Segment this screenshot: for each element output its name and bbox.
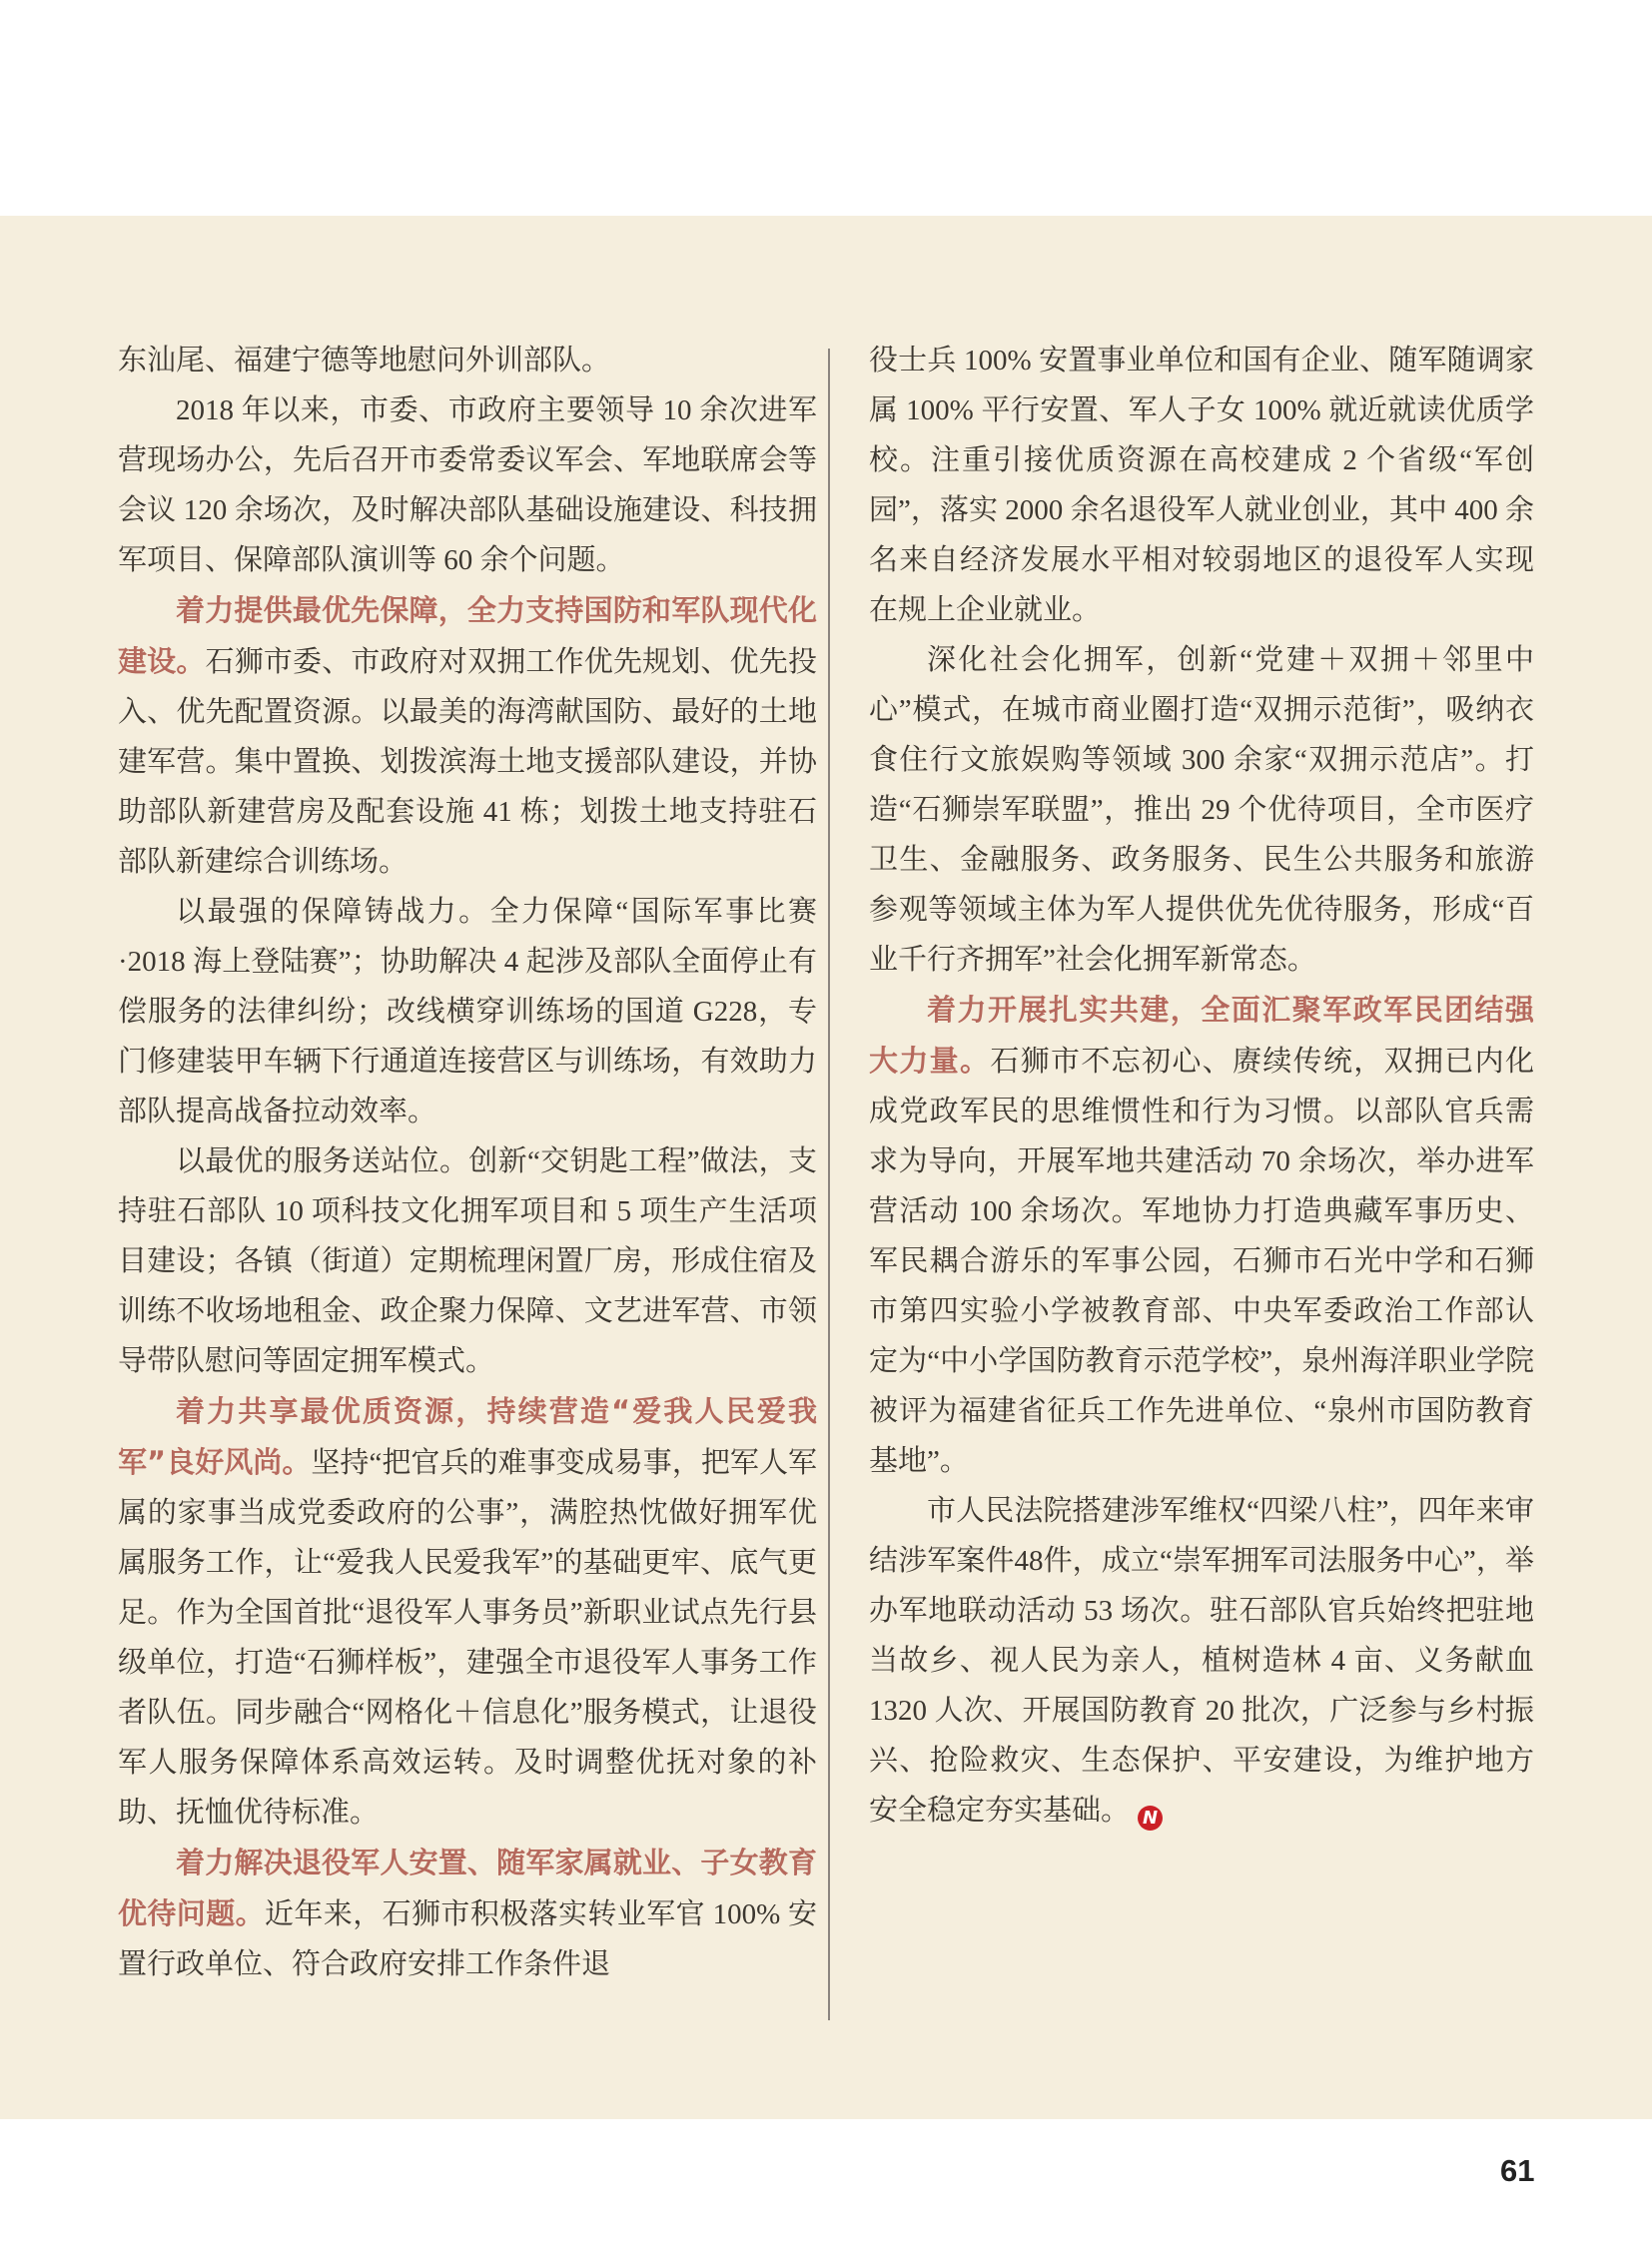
paragraph xyxy=(118,1838,817,1989)
paragraph xyxy=(118,887,817,1136)
paragraph-text: 以最优的服务送站位。创新“交钥匙工程”做法，支持驻石部队 10 项科技文化拥军项目和 5 项生产生活项目建设；各镇（街道）定期梳理闲置厂房，形成住宿及训练不收场地租金、政企聚力保障、文艺进军营、市领导带队慰问等固定拥军模式。 xyxy=(118,1145,817,1377)
paragraph-text: 近年来，石狮市积极落实转业军官 100% 安置行政单位、符合政府安排工作条件退 xyxy=(118,1898,817,1980)
paragraph-lead-red: 着力共享最优质资源，持续营造“爱我人民爱我军”良好风尚。 xyxy=(118,1394,817,1479)
paragraph-lead-red: 着力解决退役军人安置、随军家属就业、子女教育优待问题。 xyxy=(118,1846,817,1930)
left-column xyxy=(118,336,817,1989)
paragraph xyxy=(118,1136,817,1386)
paragraph xyxy=(118,1386,817,1838)
paragraph xyxy=(118,385,817,585)
paragraph-lead-red: 着力提供最优先保障，全力支持国防和军队现代化建设。 xyxy=(118,593,817,678)
paragraph xyxy=(869,336,1534,635)
paragraph xyxy=(118,585,817,887)
paragraph xyxy=(869,635,1534,985)
paragraph-text: 东汕尾、福建宁德等地慰问外训部队。 xyxy=(118,345,611,376)
paragraph-text: 坚持“把官兵的难事变成易事，把军人军属的家事当成党委政府的公事”，满腔热忱做好拥军优属服务工作，让“爱我人民爱我军”的基础更牢、底气更足。作为全国首批“退役军人事务员”新职业试点先行县级单位，打造“石狮样板”，建强全市退役军人事务工作者队伍。同步融合“网格化＋信息化”服务模式，让退役军人服务保障体系高效运转。及时调整优抚对象的补助、抚恤优待标准。 xyxy=(118,1447,817,1829)
paragraph-text: 市人民法院搭建涉军维权“四梁八柱”，四年来审结涉军案件48件，成立“崇军拥军司法服务中心”，举办军地联动活动 53 场次。驻石部队官兵始终把驻地当故乡、视人民为亲人，植树造林 4 亩、义务献血 1320 人次、开展国防教育 20 批次，广泛参与乡村振兴、抢险救灾、生态保护、平安建设，为维护地方安全稳定夯实基础。 xyxy=(869,1495,1534,1827)
paragraph-text: 石狮市不忘初心、赓续传统，双拥已内化成党政军民的思维惯性和行为习惯。以部队官兵需求为导向，开展军地共建活动 70 余场次，举办进军营活动 100 余场次。军地协力打造典藏军事历史、军民耦合游乐的军事公园，石狮市石光中学和石狮市第四实验小学被教育部、中央军委政治工作部认定为“中小学国防教育示范学校”，泉州海洋职业学院被评为福建省征兵工作先进单位、“泉州市国防教育基地”。 xyxy=(869,1046,1534,1477)
page-number: 61 xyxy=(1500,2153,1535,2188)
paragraph-text: 深化社会化拥军，创新“党建＋双拥＋邻里中心”模式，在城市商业圈打造“双拥示范街”，吸纳衣食住行文旅娱购等领域 300 余家“双拥示范店”。打造“石狮崇军联盟”，推出 29 个优待项目，全市医疗卫生、金融服务、政务服务、民生公共服务和旅游参观等领域主体为军人提供优先优待服务，形成“百业千行齐拥军”社会化拥军新常态。 xyxy=(869,644,1534,976)
paragraph xyxy=(869,1486,1534,1836)
column-divider xyxy=(828,349,830,2020)
article-end-icon: N xyxy=(1138,1806,1163,1831)
paragraph-text: 2018 年以来，市委、市政府主要领导 10 余次进军营现场办公，先后召开市委常委议军会、军地联席会等会议 120 余场次，及时解决部队基础设施建设、科技拥军项目、保障部队演训等 60 余个问题。 xyxy=(118,394,817,576)
paragraph-text: 役士兵 100% 安置事业单位和国有企业、随军随调家属 100% 平行安置、军人子女 100% 就近就读优质学校。注重引接优质资源在高校建成 2 个省级“军创园”，落实 2000 余名退役军人就业创业，其中 400 余名来自经济发展水平相对较弱地区的退役军人实现在规上企业就业。 xyxy=(869,345,1534,626)
paragraph-text: 石狮市委、市政府对双拥工作优先规划、优先投入、优先配置资源。以最美的海湾献国防、最好的土地建军营。集中置换、划拨滨海土地支援部队建设，并协助部队新建营房及配套设施 41 栋；划拨土地支持驻石部队新建综合训练场。 xyxy=(118,646,817,878)
paragraph-lead-red: 着力开展扎实共建，全面汇聚军政军民团结强大力量。 xyxy=(869,993,1534,1078)
paragraph xyxy=(118,336,817,385)
paragraph-text: 以最强的保障铸战力。全力保障“国际军事比赛·2018 海上登陆赛”；协助解决 4 起涉及部队全面停止有偿服务的法律纠纷；改线横穿训练场的国道 G228，专门修建装甲车辆下行通道连接营区与训练场，有效助力部队提高战备拉动效率。 xyxy=(118,896,817,1127)
paragraph xyxy=(869,985,1534,1486)
right-column xyxy=(869,336,1534,1836)
